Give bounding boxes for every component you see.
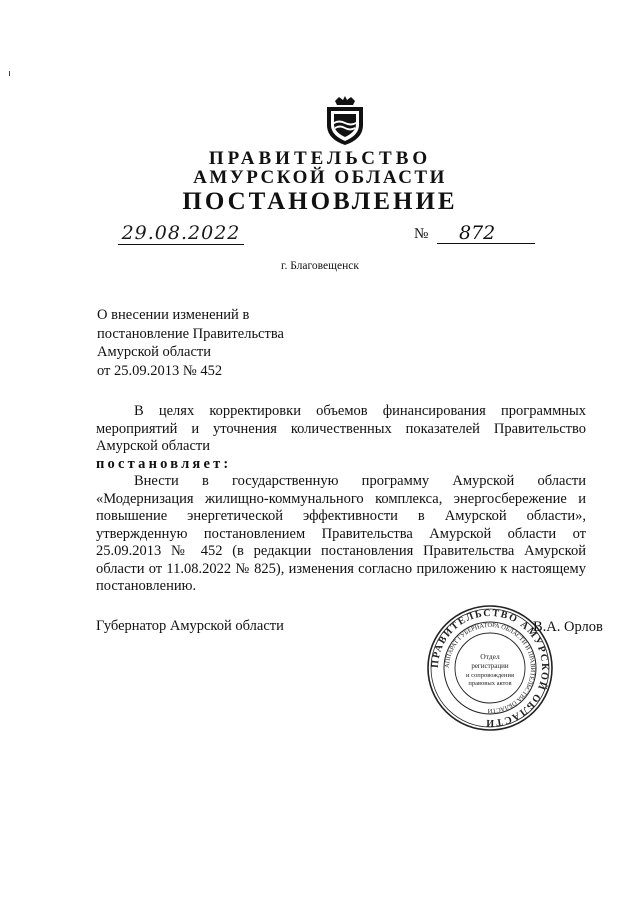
scan-mark <box>9 71 10 76</box>
svg-text:Отдел: Отдел <box>480 652 500 661</box>
number-label: № <box>414 226 429 242</box>
svg-text:регистрации: регистрации <box>471 662 509 670</box>
coat-of-arms-icon <box>323 95 367 147</box>
city-label: г. Благовещенск <box>281 260 359 272</box>
subject-line: от 25.09.2013 № 452 <box>97 362 223 379</box>
svg-text:правовых актов: правовых актов <box>468 680 512 687</box>
subject-block <box>97 306 284 380</box>
signatory-position: Губернатор Амурской области <box>96 618 284 634</box>
header-line-2: АМУРСКОЙ ОБЛАСТИ <box>193 167 447 188</box>
document-body <box>96 403 586 596</box>
svg-text:и сопровождения: и сопровождения <box>466 672 514 679</box>
svg-text:ПРАВИТЕЛЬСТВО АМУРСКОЙ ОБЛАСТИ: ПРАВИТЕЛЬСТВО АМУРСКОЙ ОБЛАСТИ <box>429 607 551 729</box>
preamble-paragraph: В целях корректировки объемов финансирования программных мероприятий и уточнения количественных показателей Правительство Амурской области <box>96 403 586 454</box>
document-date: 29.08.2022 <box>118 222 244 245</box>
subject-line: О внесении изменений в <box>97 307 250 323</box>
subject-line: постановление Правительства <box>97 325 284 342</box>
signatory-name: В.А. Орлов <box>533 619 603 635</box>
resolution-paragraph: Внести в государственную программу Амурской области «Модернизация жилищно-коммунального комплекса, энергосбережение и повышение энергетической эффективности в Амурской области», утвержденную постановлением Правительства Амурской области от 25.09.2013 № 452 (в редакции постановления Правительства Амурской области от 11.08.2022 № 825), изменения согласно приложению к настоящему постановлению. <box>96 473 586 594</box>
document-type-title: ПОСТАНОВЛЕНИЕ <box>182 188 458 215</box>
document-number: 872 <box>437 222 535 244</box>
svg-text:АППАРАТ ГУБЕРНАТОРА ОБЛАСТИ И: АППАРАТ ГУБЕРНАТОРА ОБЛАСТИ И ПРАВИТЕЛЬСТВА ОБЛАСТИ <box>443 621 537 715</box>
header-line-1: ПРАВИТЕЛЬСТВО <box>208 148 432 169</box>
resolves-label: постановляет: <box>96 455 232 472</box>
subject-line: Амурской области <box>97 344 211 360</box>
